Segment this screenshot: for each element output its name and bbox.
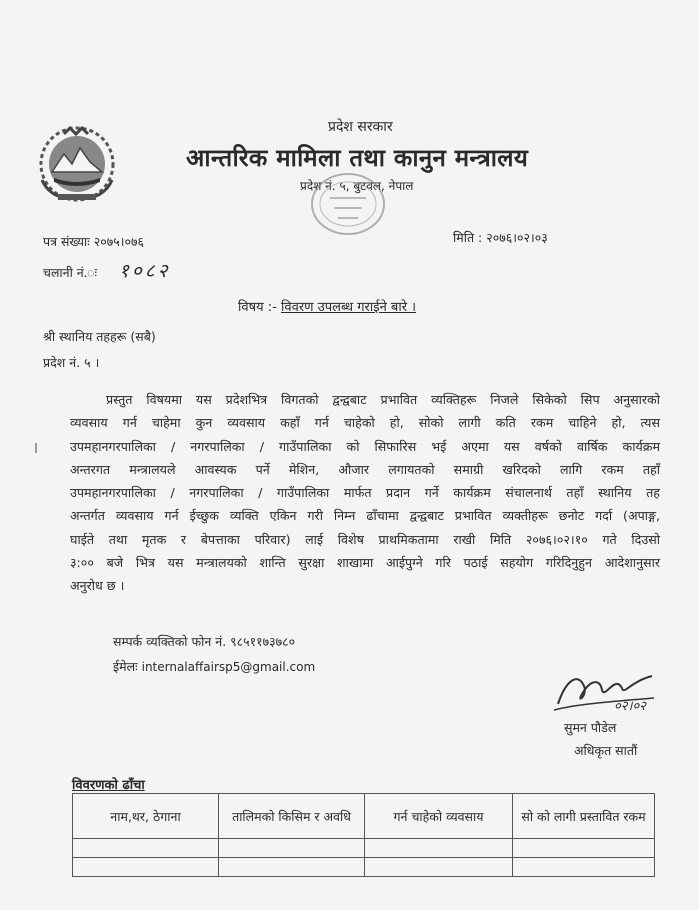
signature-date: ०२।०२ [614,699,646,714]
contact-email [113,661,315,674]
letter-date [453,232,548,245]
body-line: ३:०० बजे भित्र यस मन्त्रालयको शान्ति सुरक्षा शाखामा आईपुग्ने गरि पठाई सहयोग गरिदिनुहुन आदेशानुसार [70,555,660,571]
reference-number [43,236,144,249]
table-cell [219,839,365,858]
signature [548,660,658,716]
table-cell [73,839,219,858]
email-label: ईमेलः [113,659,138,674]
details-form-table [72,793,655,877]
scan-mark [35,443,38,453]
body-line: अन्तरगत मन्त्रालयले आवस्यक पर्ने मेशिन, औजार लगायतको समाग्री खरिदको लागि रकम तहाँ [70,461,660,477]
column-header-training: तालिमको किसिम र अवधि [219,794,365,839]
table-cell [73,858,219,877]
subject-text: विवरण उपलब्ध गराईने बारे । [281,300,417,315]
body-line: घाईते तथा मृतक र बेपत्ताका परिवार) लाई विशेष प्राथमिकतामा राखी मिति २०७६।०२।१० गते दिउसो [70,531,660,547]
ministry-name: आन्तरिक मामिला तथा कानुन मन्त्रालय [186,144,529,172]
office-stamp-icon [296,168,400,238]
form-title: विवरणको ढाँचा [72,778,145,793]
table-cell [219,858,365,877]
table-cell [365,858,513,877]
dispatch-value: १०८२ [119,260,171,282]
reference-label: पत्र संख्याः [43,234,90,249]
column-header-amount: सो को लागी प्रस्तावित रकम [513,794,655,839]
date-label: मिति : [453,230,483,245]
dispatch-label: चलानी नं.ः [43,265,98,280]
date-value: २०७६।०२।०३ [486,230,548,245]
reference-value: २०७५।०७६ [93,234,144,249]
dispatch-number [43,262,171,281]
subject-line [238,301,416,314]
signer-name: सुमन पौडेल [564,720,617,735]
signer-title: अधिकृत सातौं [574,743,638,758]
government-name: प्रदेश सरकार [328,119,393,135]
email-value: internalaffairsp5@gmail.com [141,660,316,674]
body-line: अनुरोध छ । [70,578,125,594]
column-header-business: गर्न चाहेको व्यवसाय [365,794,513,839]
column-header-name: नाम,थर, ठेगाना [73,794,219,839]
recipient-line-1: श्री स्थानिय तहहरू (सबै) [43,329,156,344]
body-line: व्यवसाय गर्न चाहेमा कुन व्यवसाय कहाँ गर्न चाहेको हो, सोको लागी कति रकम चाहिने हो, त्यस [70,415,660,431]
body-paragraph [70,388,660,598]
table-cell [513,839,655,858]
recipient-line-2: प्रदेश नं. ५ । [43,355,100,370]
body-line: अन्तर्गत व्यवसाय गर्न ईच्छुक व्यक्ति एकिन गरी निम्न ढाँचामा द्वन्द्वबाट प्रभावित व्यक्तीहरू छनोट गर्दा (अपाङ्ग, [70,508,660,524]
table-header-row [73,794,655,839]
contact-phone: सम्पर्क व्यक्तिको फोन नं. ९८५११७३७८० [113,634,296,649]
table-cell [513,858,655,877]
body-line: प्रस्तुत विषयमा यस प्रदेशभित्र विगतको द्वन्द्वबाट प्रभावित व्यक्तिहरू निजले सिकेको सिप अनुसारको [106,392,660,407]
body-line: उपमहानगरपालिका / नगरपालिका / गाउँपालिका को सिफारिस भई अएमा यस वर्षको वार्षिक कार्यक्रम [70,438,660,454]
ministry-address: प्रदेश नं. ५, बुटवल, नेपाल [300,179,414,193]
subject-label: विषय :- [238,300,277,315]
table-row [73,839,655,858]
body-line: उपमहानगरपालिका / नगरपालिका / गाउँपालिका मार्फत प्रदान गर्ने कार्यक्रम संचालनार्थ तहाँ स्थानिय तह [70,485,660,501]
table-row [73,858,655,877]
table-cell [365,839,513,858]
nepal-emblem-icon [34,120,120,206]
